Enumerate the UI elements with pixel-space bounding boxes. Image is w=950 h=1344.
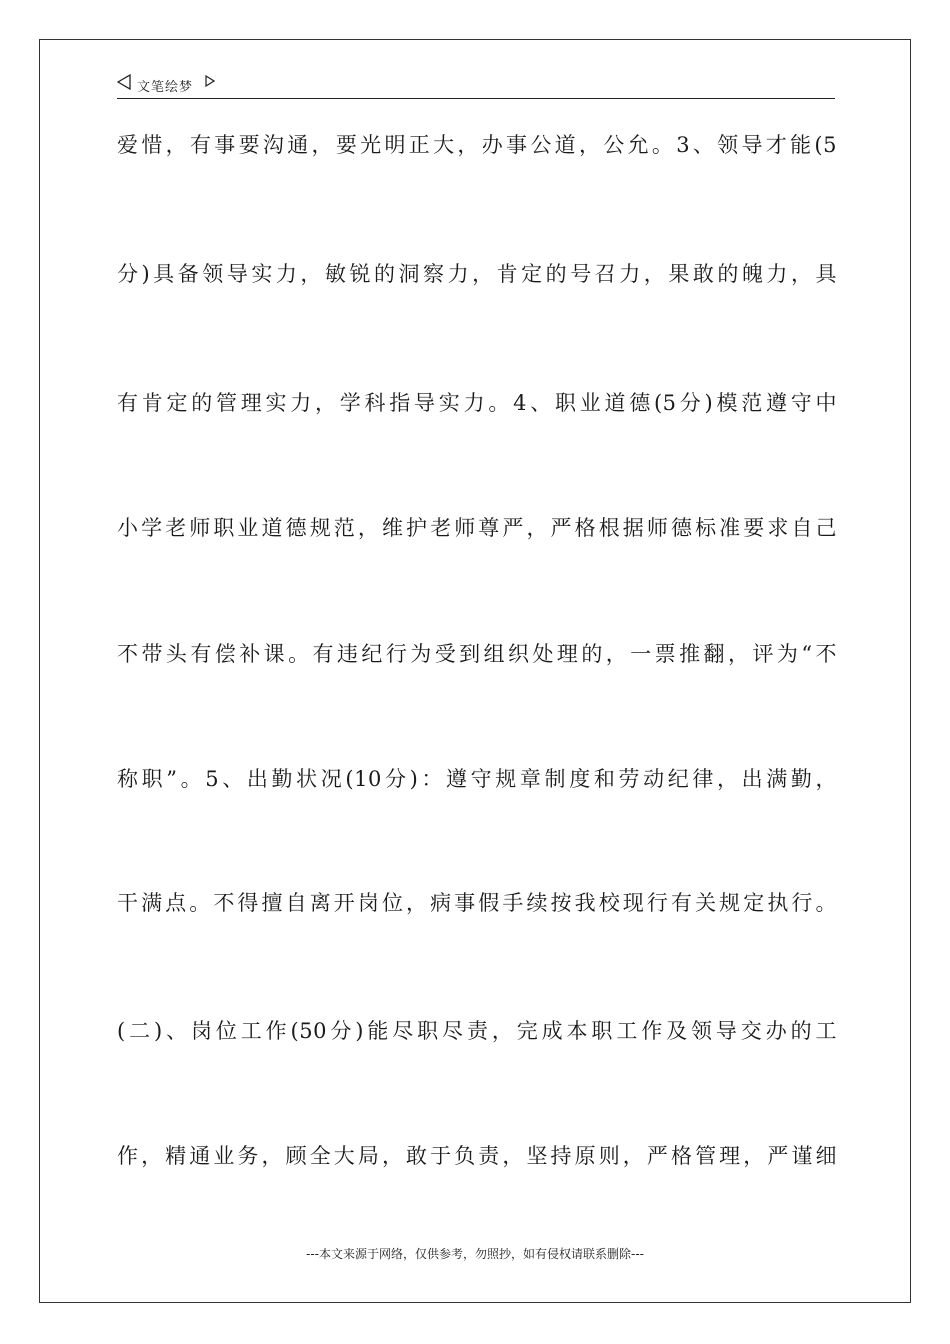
- triangle-left-outline-icon: [117, 74, 131, 90]
- text-line: 爱惜，有事要沟通，要光明正大，办事公道，公允。3、领导才能(5: [117, 133, 837, 157]
- header-title: 文笔绘梦: [137, 80, 194, 95]
- text-line: 称职”。5、出勤状况(10分)：遵守规章制度和劳动纪律，出满勤，: [117, 767, 837, 791]
- text-line: 有肯定的管理实力，学科指导实力。4、职业道德(5分)模范遵守中: [117, 391, 837, 415]
- page-frame: [39, 39, 911, 1303]
- triangle-right-outline-icon: [205, 75, 215, 87]
- page-header: [117, 72, 835, 99]
- text-line: 作，精通业务，顾全大局，敢于负责，坚持原则，严格管理，严谨细: [117, 1144, 837, 1168]
- page-footer: ---本文来源于网络，仅供参考，勿照抄，如有侵权请联系删除---: [306, 1247, 644, 1261]
- text-line: (二)、岗位工作(50分)能尽职尽责，完成本职工作及领导交办的工: [117, 1019, 837, 1043]
- text-line: 小学老师职业道德规范，维护老师尊严，严格根据师德标准要求自己: [117, 516, 837, 540]
- text-line: 干满点。不得擅自离开岗位，病事假手续按我校现行有关规定执行。: [117, 891, 837, 915]
- text-line: 不带头有偿补课。有违纪行为受到组织处理的，一票推翻，评为“不: [117, 642, 837, 666]
- text-line: 分)具备领导实力，敏锐的洞察力，肯定的号召力，果敢的魄力，具: [117, 262, 837, 286]
